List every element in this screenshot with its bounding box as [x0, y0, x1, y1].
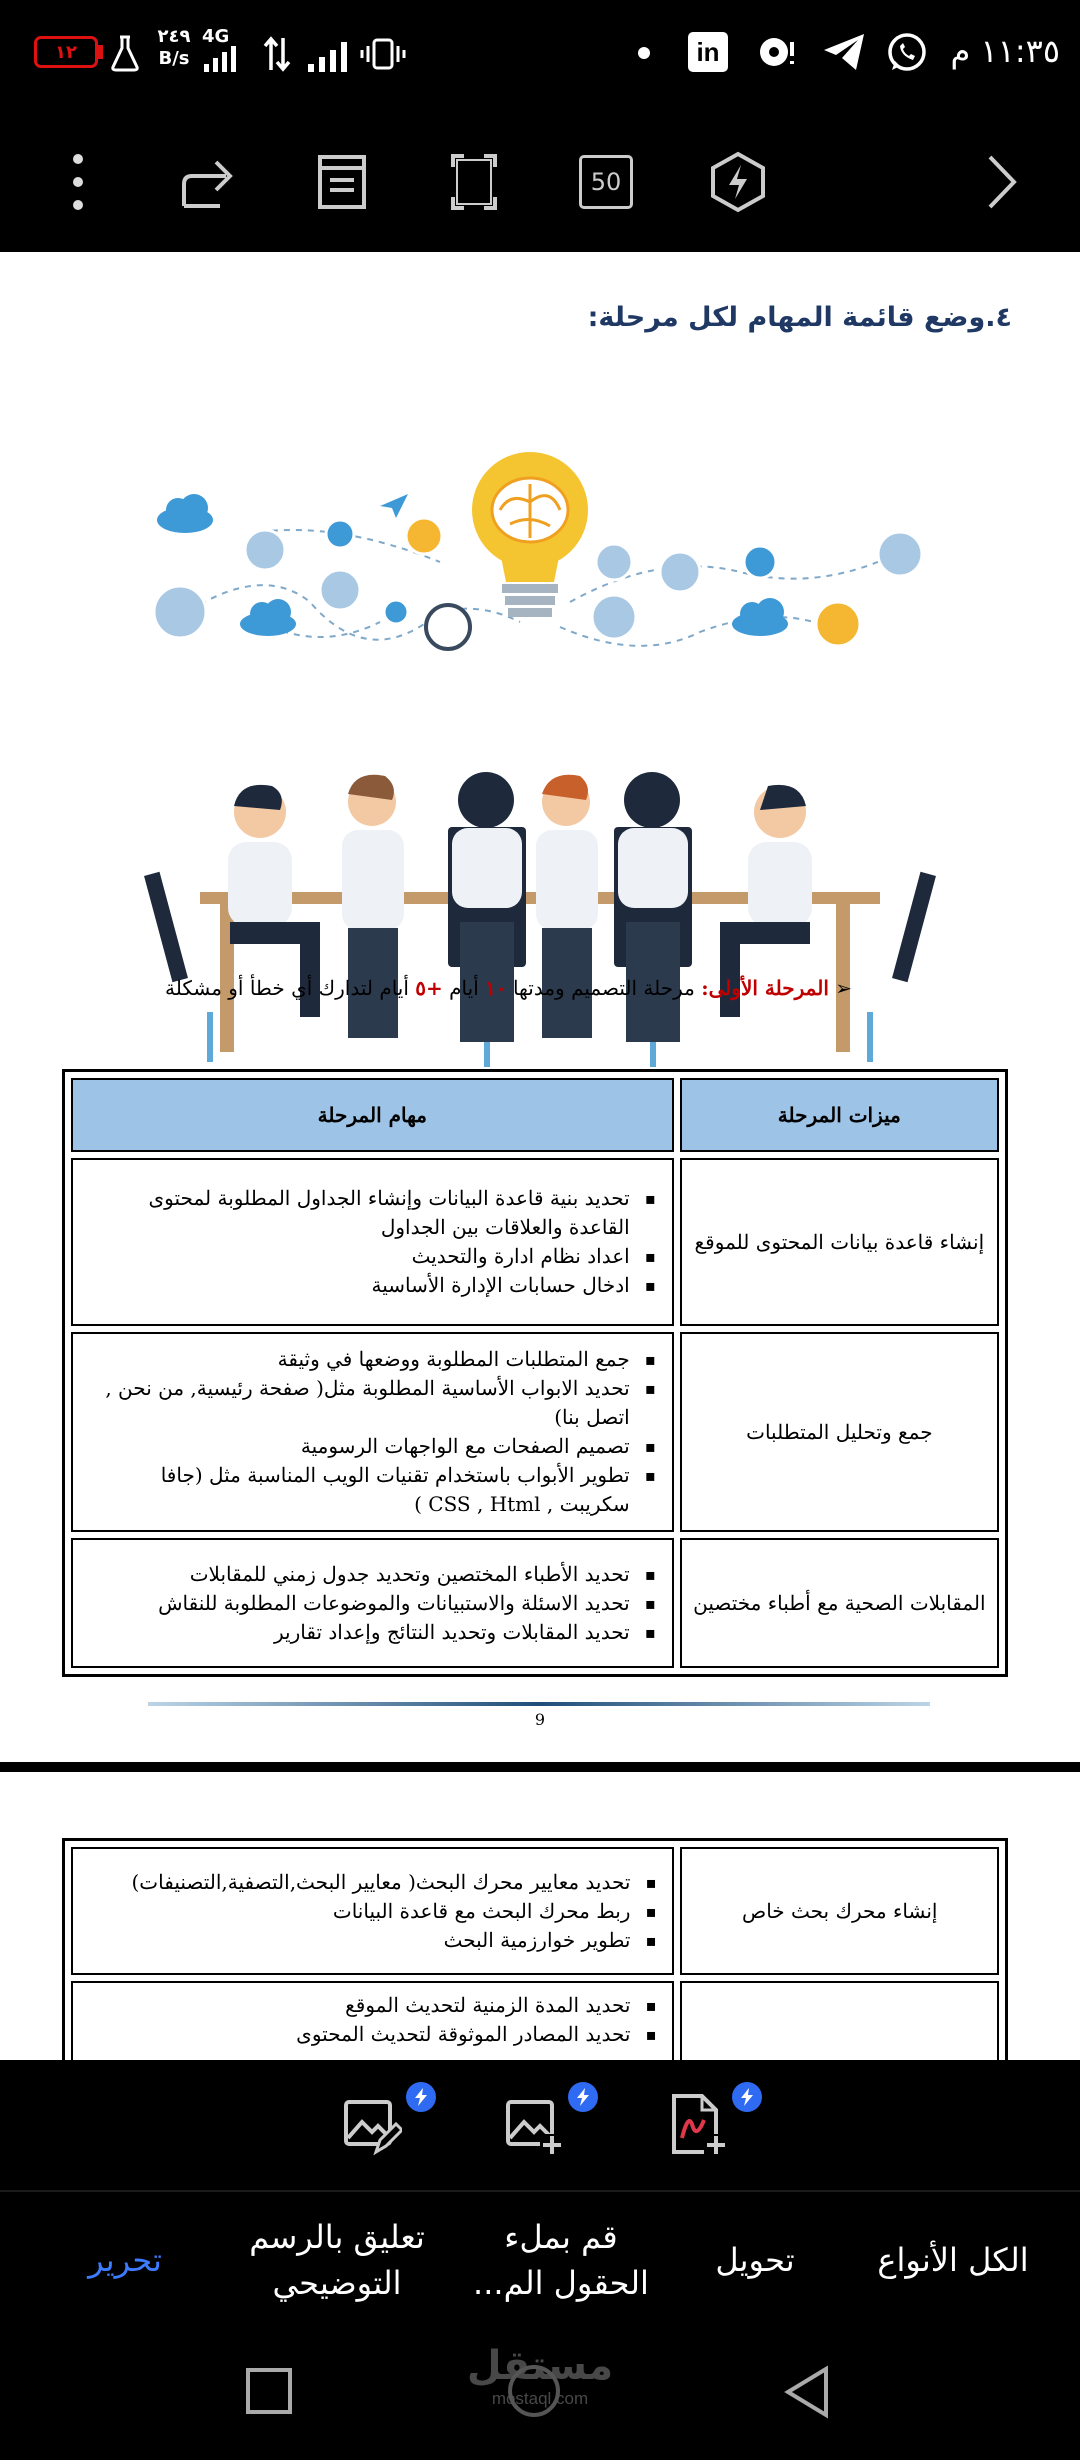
linkedin-icon: in: [688, 32, 728, 72]
task-item: ▪ تحديد الأطباء المختصين وتحديد جدول زمني للمقابلات: [85, 1560, 630, 1589]
telegram-icon: [822, 32, 866, 72]
tasks-cell: [71, 1158, 674, 1326]
table-row: [71, 1981, 999, 2060]
task-item: ▪ اعداد نظام ادارة والتحديث: [85, 1242, 630, 1271]
bottom-tabs: [0, 2190, 1080, 2327]
next-button[interactable]: [970, 150, 1034, 214]
whatsapp-icon: [886, 32, 928, 74]
table-row: [71, 1158, 999, 1326]
phase-label: المرحلة الأولى:: [701, 976, 829, 1000]
page-number-icon: [579, 155, 633, 209]
recents-button[interactable]: [246, 2368, 292, 2414]
quick-action-button[interactable]: [706, 150, 770, 214]
feature-cell: المقابلات الصحية مع أطباء مختصين: [680, 1538, 999, 1668]
tasks-table: [62, 1069, 1008, 1677]
bottom-tools: [0, 2060, 1080, 2190]
share-icon: [180, 154, 240, 210]
task-item: ▪ تحديد بنية قاعدة البيانات وإنشاء الجداول المطلوبة لمحتوى القاعدة والعلاقات بين الجداول: [85, 1184, 630, 1242]
battery-indicator: [34, 36, 98, 68]
tab-edit[interactable]: تحرير: [88, 2240, 162, 2279]
task-item: ▪ تحديد الاسئلة والاستبيانات والموضوعات المطلوبة للنقاش: [85, 1589, 630, 1618]
page-separator: [0, 1762, 1080, 1772]
page-number-button[interactable]: [574, 150, 638, 214]
net-speed-unit: B/s: [158, 48, 190, 69]
tab-fill-fields[interactable]: قم بملء الحقول الم...: [473, 2217, 649, 2302]
section-title: ٤.وضع قائمة المهام لكل مرحلة:: [587, 302, 1012, 333]
share-button[interactable]: [178, 150, 242, 214]
team-meeting-illustration: [140, 402, 940, 1132]
task-item: ▪ تطوير خوارزمية البحث: [85, 1926, 630, 1955]
system-nav-bar: [0, 2325, 1080, 2460]
data-transfer-icon: [262, 36, 292, 72]
watermark-logo: مستقل: [466, 2343, 614, 2389]
tab-annotate[interactable]: تعليق بالرسم التوضيحي: [249, 2217, 425, 2302]
task-item: ▪ تحديد المصادر الموثوقة لتحديث المحتوى: [85, 2020, 630, 2049]
battery-level: ١٢: [55, 41, 77, 63]
image-edit-button[interactable]: [340, 2094, 410, 2164]
reader-mode-button[interactable]: [310, 150, 374, 214]
task-item: ▪ تحديد المدة الزمنية لتحديث الموقع: [85, 1991, 630, 2020]
chat-bubble-icon: [756, 32, 798, 72]
status-bar: [0, 0, 1080, 110]
page-number-badge: 50: [590, 168, 622, 196]
pdf-sign-icon: [666, 2094, 728, 2156]
flask-icon: [110, 34, 140, 72]
tasks-table-continued: [62, 1838, 1008, 2060]
feature-cell: إنشاء محرك بحث خاص: [680, 1847, 999, 1975]
net-speed-value: ٢٤٩: [157, 26, 191, 47]
task-item: ▪ ادخال حسابات الإدارة الأساسية: [85, 1271, 630, 1300]
phase-text-2: أيام: [442, 976, 479, 1000]
tab-convert[interactable]: تحويل: [715, 2240, 795, 2279]
watermark: [440, 2343, 640, 2409]
tasks-cell: [71, 1981, 674, 2060]
phase-intro: [120, 976, 852, 1000]
header-features: ميزات المرحلة: [680, 1078, 999, 1152]
document-page-2: [0, 1772, 1080, 2060]
image-add-icon: [502, 2094, 564, 2156]
network-type: 4G: [202, 26, 230, 47]
watermark-url: mostaql.com: [491, 2389, 589, 2408]
footer-divider: [148, 1702, 930, 1706]
tasks-cell: [71, 1847, 674, 1975]
notification-dot: [638, 47, 650, 59]
feature-cell: جمع وتحليل المتطلبات: [680, 1332, 999, 1532]
quick-action-icon: [709, 151, 767, 213]
task-item: ▪ تطوير الأبواب باستخدام تقنيات الويب المناسبة مثل (جافا سكريبت , CSS , Html ): [85, 1461, 630, 1519]
table-header-row: [71, 1078, 999, 1152]
feature-cell: [680, 1981, 999, 2060]
lightning-icon: [732, 2082, 762, 2112]
table-row: [71, 1847, 999, 1975]
task-item: ▪ تحديد المقابلات وتحديد النتائج وإعداد تقارير: [85, 1618, 630, 1647]
task-item: ▪ تحديد معايير محرك البحث( معايير البحث,التصفية,التصنيفات): [85, 1868, 630, 1897]
task-item: ▪ جمع المتطلبات المطلوبة ووضعها في وثيقة: [85, 1345, 630, 1374]
task-item: ▪ تصميم الصفحات مع الواجهات الرسومية: [85, 1432, 630, 1461]
task-item: ▪ تحديد الابواب الأساسية المطلوبة مثل( صفحة رئيسية, من نحن , اتصل بنا): [85, 1374, 630, 1432]
phase-text-3: أيام لتدارك أي خطأ أو مشكلة: [164, 976, 409, 1000]
pdf-sign-button[interactable]: [666, 2094, 736, 2164]
image-edit-icon: [340, 2094, 402, 2156]
feature-cell: إنشاء قاعدة بيانات المحتوى للموقع: [680, 1158, 999, 1326]
lightning-icon: [568, 2082, 598, 2112]
viewer-toolbar: [0, 110, 1080, 250]
lightning-icon: [406, 2082, 436, 2112]
vibrate-icon: [360, 38, 406, 70]
fullscreen-button[interactable]: [442, 150, 506, 214]
signal-icon: [204, 46, 244, 72]
fullscreen-icon: [450, 153, 498, 211]
header-tasks: مهام المرحلة: [71, 1078, 674, 1152]
phase-buffer: +٥: [415, 976, 443, 1000]
table-row: [71, 1538, 999, 1668]
task-item: ▪ ربط محرك البحث مع قاعدة البيانات: [85, 1897, 630, 1926]
next-icon: [986, 153, 1018, 211]
clock: ١١:٣٥ م: [950, 32, 1060, 70]
phase-text-1: مرحلة التصميم ومدتها: [506, 976, 695, 1000]
bullet-arrow: ➢: [835, 976, 852, 1000]
phase-days: ١٠: [485, 976, 507, 1000]
image-add-button[interactable]: [502, 2094, 572, 2164]
document-page: [0, 252, 1080, 1762]
more-options-button[interactable]: [46, 150, 110, 214]
page-number: 9: [534, 1710, 546, 1729]
signal-icon-2: [308, 42, 352, 72]
reader-mode-icon: [316, 154, 368, 210]
table-row: [71, 1332, 999, 1532]
tasks-cell: [71, 1538, 674, 1668]
back-button[interactable]: [784, 2365, 830, 2419]
tab-all-types[interactable]: الكل الأنواع: [877, 2240, 1029, 2279]
tasks-cell: [71, 1332, 674, 1532]
more-icon: [71, 152, 85, 212]
